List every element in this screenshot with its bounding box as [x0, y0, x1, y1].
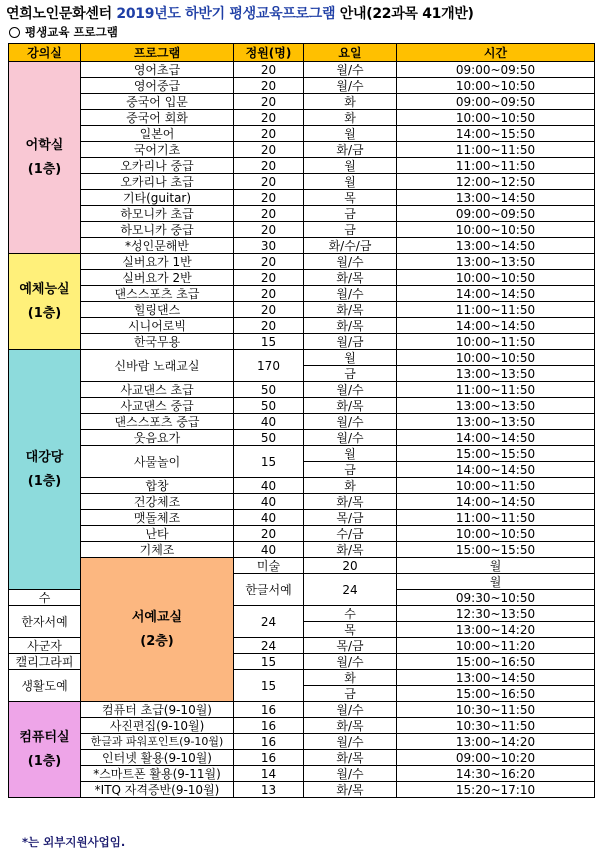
- table-header-row: [9, 44, 595, 62]
- section-heading: [9, 24, 118, 42]
- program-cell: 캘리그라피: [9, 654, 81, 670]
- program-cell: 한글서예: [234, 574, 304, 606]
- day-cell: 목/금: [304, 638, 397, 654]
- capacity-cell: 20: [234, 302, 304, 318]
- day-cell: 월/수: [304, 78, 397, 94]
- header-room: 강의실: [9, 44, 81, 62]
- program-cell: 영어초급: [81, 62, 234, 78]
- table-row: [9, 126, 595, 142]
- header-capacity: 정원(명): [234, 44, 304, 62]
- day-cell: 월: [397, 574, 595, 590]
- table-row: [9, 270, 595, 286]
- program-cell: 난타: [81, 526, 234, 542]
- time-cell: 12:00~12:50: [397, 174, 595, 190]
- table-row: [9, 398, 595, 414]
- table-row: [9, 158, 595, 174]
- program-cell: 웃음요가: [81, 430, 234, 446]
- table-row: [9, 542, 595, 558]
- program-cell: 신바람 노래교실: [81, 350, 234, 382]
- capacity-cell: 20: [234, 190, 304, 206]
- day-cell: 월: [304, 446, 397, 462]
- day-cell: 목: [304, 622, 397, 638]
- day-cell: 금: [304, 462, 397, 478]
- time-cell: 09:00~09:50: [397, 94, 595, 110]
- program-cell: 사진편집(9-10월): [81, 718, 234, 734]
- day-cell: 월/수: [304, 286, 397, 302]
- header-time: 시간: [397, 44, 595, 62]
- table-row: [9, 382, 595, 398]
- day-cell: 목/금: [304, 510, 397, 526]
- table-row: [9, 734, 595, 750]
- capacity-cell: 40: [234, 542, 304, 558]
- capacity-cell: 40: [234, 494, 304, 510]
- day-cell: 화/목: [304, 718, 397, 734]
- day-cell: 월: [304, 174, 397, 190]
- day-cell: 월/수: [304, 702, 397, 718]
- day-cell: 월/수: [304, 654, 397, 670]
- title-summary: 안내(22과목 41개반): [339, 6, 474, 22]
- capacity-cell: 50: [234, 430, 304, 446]
- time-cell: 15:00~15:50: [397, 446, 595, 462]
- day-cell: 화/목: [304, 542, 397, 558]
- capacity-cell: 16: [234, 718, 304, 734]
- room-name: 대강당: [25, 450, 64, 465]
- table-row: [9, 286, 595, 302]
- time-cell: 14:00~14:50: [397, 430, 595, 446]
- time-cell: 10:00~11:20: [397, 638, 595, 654]
- table-row: [9, 414, 595, 430]
- program-cell: 기타(guitar): [81, 190, 234, 206]
- time-cell: 10:30~11:50: [397, 702, 595, 718]
- time-cell: 13:00~13:50: [397, 366, 595, 382]
- capacity-cell: 24: [234, 638, 304, 654]
- capacity-cell: 20: [234, 94, 304, 110]
- footnote: *는 외부지원사업임.: [22, 835, 126, 849]
- table-row: [9, 782, 595, 798]
- time-cell: 12:30~13:50: [397, 606, 595, 622]
- day-cell: 월/수: [304, 430, 397, 446]
- program-cell: 댄스스포츠 중급: [81, 414, 234, 430]
- program-cell: 합창: [81, 478, 234, 494]
- day-cell: 월: [304, 126, 397, 142]
- capacity-cell: 20: [234, 78, 304, 94]
- table-row: [9, 206, 595, 222]
- time-cell: 13:00~14:50: [397, 190, 595, 206]
- room-name: 어학실: [25, 138, 64, 153]
- capacity-cell: 15: [234, 670, 304, 702]
- time-cell: 13:00~14:20: [397, 734, 595, 750]
- capacity-cell: 20: [234, 270, 304, 286]
- day-cell: 월/수: [304, 254, 397, 270]
- capacity-cell: 15: [234, 334, 304, 350]
- time-cell: 15:00~16:50: [397, 686, 595, 702]
- capacity-cell: 20: [234, 318, 304, 334]
- capacity-cell: 30: [234, 238, 304, 254]
- day-cell: 수: [9, 590, 81, 606]
- program-cell: 하모니카 초급: [81, 206, 234, 222]
- room-cell-arts: [9, 254, 81, 350]
- time-cell: 10:00~10:50: [397, 222, 595, 238]
- program-cell: 중국어 입문: [81, 94, 234, 110]
- day-cell: 금: [304, 686, 397, 702]
- time-cell: 10:00~10:50: [397, 270, 595, 286]
- capacity-cell: 20: [234, 110, 304, 126]
- time-cell: 10:00~10:50: [397, 110, 595, 126]
- capacity-cell: 20: [234, 222, 304, 238]
- capacity-cell: 20: [234, 206, 304, 222]
- day-cell: 월/수: [304, 734, 397, 750]
- capacity-cell: 20: [234, 526, 304, 542]
- day-cell: 화/금: [304, 142, 397, 158]
- day-cell: 월: [304, 158, 397, 174]
- room-floor: (1층): [27, 473, 62, 489]
- table-row: [9, 430, 595, 446]
- time-cell: 14:00~14:50: [397, 494, 595, 510]
- time-cell: 11:00~11:50: [397, 158, 595, 174]
- day-cell: 화/목: [304, 782, 397, 798]
- program-cell: 댄스스포츠 초급: [81, 286, 234, 302]
- table-row: [9, 478, 595, 494]
- room-floor: (1층): [27, 753, 62, 769]
- time-cell: 10:00~11:50: [397, 334, 595, 350]
- program-cell: 사물놀이: [81, 446, 234, 478]
- program-cell: 일본어: [81, 126, 234, 142]
- capacity-cell: 20: [234, 174, 304, 190]
- program-cell: 시니어로빅: [81, 318, 234, 334]
- capacity-cell: 16: [234, 750, 304, 766]
- time-cell: 11:00~11:50: [397, 302, 595, 318]
- time-cell: 13:00~13:50: [397, 254, 595, 270]
- program-cell: 미술: [234, 558, 304, 574]
- program-cell: 영어중급: [81, 78, 234, 94]
- program-cell: 실버요가 1반: [81, 254, 234, 270]
- day-cell: 화/목: [304, 750, 397, 766]
- title-program-name: 2019년도 하반기 평생교육프로그램: [116, 6, 336, 22]
- title-center-name: 연희노인문화센터: [6, 6, 112, 22]
- time-cell: 15:20~17:10: [397, 782, 595, 798]
- program-cell: 인터넷 활용(9-10월): [81, 750, 234, 766]
- program-cell: *성인문해반: [81, 238, 234, 254]
- time-cell: 13:00~14:50: [397, 670, 595, 686]
- day-cell: 월/수: [304, 766, 397, 782]
- time-cell: 10:30~11:50: [397, 718, 595, 734]
- day-cell: 월/금: [304, 334, 397, 350]
- table-row: [9, 318, 595, 334]
- room-name: 예체능실: [19, 282, 70, 297]
- program-cell: *ITQ 자격증반(9-10월): [81, 782, 234, 798]
- capacity-cell: 20: [234, 142, 304, 158]
- table-row: [9, 190, 595, 206]
- program-cell: 사군자: [9, 638, 81, 654]
- table-row: [9, 174, 595, 190]
- day-cell: 화: [304, 94, 397, 110]
- table-row: [9, 446, 595, 462]
- time-cell: 15:00~16:50: [397, 654, 595, 670]
- day-cell: 화/수/금: [304, 238, 397, 254]
- room-floor: (2층): [140, 633, 174, 649]
- day-cell: 금: [304, 222, 397, 238]
- program-cell: *스마트폰 활용(9-11월): [81, 766, 234, 782]
- day-cell: 화/목: [304, 302, 397, 318]
- time-cell: 10:00~11:50: [397, 478, 595, 494]
- capacity-cell: 15: [234, 446, 304, 478]
- day-cell: 월/수: [304, 382, 397, 398]
- program-cell: 컴퓨터 초급(9-10월): [81, 702, 234, 718]
- time-cell: 14:30~16:20: [397, 766, 595, 782]
- capacity-cell: 20: [234, 286, 304, 302]
- capacity-cell: 20: [234, 158, 304, 174]
- capacity-cell: 24: [234, 606, 304, 638]
- table-row: [9, 254, 595, 270]
- program-cell: 국어기초: [81, 142, 234, 158]
- room-name: 컴퓨터실: [19, 730, 70, 745]
- room-cell-language: [9, 62, 81, 254]
- capacity-cell: 40: [234, 478, 304, 494]
- header-day: 요일: [304, 44, 397, 62]
- time-cell: 10:00~10:50: [397, 78, 595, 94]
- table-row: [9, 510, 595, 526]
- room-cell-hall: [9, 350, 81, 590]
- time-cell: 14:00~14:50: [397, 286, 595, 302]
- capacity-cell: 14: [234, 766, 304, 782]
- capacity-cell: 20: [234, 62, 304, 78]
- program-cell: 한국무용: [81, 334, 234, 350]
- day-cell: 화/목: [304, 318, 397, 334]
- capacity-cell: 50: [234, 382, 304, 398]
- program-cell: 오카리나 초급: [81, 174, 234, 190]
- day-cell: 수: [304, 606, 397, 622]
- room-floor: (1층): [27, 161, 62, 177]
- program-cell: 오카리나 중급: [81, 158, 234, 174]
- time-cell: 10:00~10:50: [397, 350, 595, 366]
- capacity-cell: 20: [304, 558, 397, 574]
- time-cell: 11:00~11:50: [397, 510, 595, 526]
- table-row: [9, 350, 595, 366]
- capacity-cell: 24: [304, 574, 397, 606]
- table-row: [9, 238, 595, 254]
- time-cell: 11:00~11:50: [397, 382, 595, 398]
- room-cell-computer: [9, 702, 81, 798]
- header-program: 프로그램: [81, 44, 234, 62]
- day-cell: 화/목: [304, 270, 397, 286]
- time-cell: 11:00~11:50: [397, 142, 595, 158]
- program-cell: 기체조: [81, 542, 234, 558]
- table-row: [9, 702, 595, 718]
- program-cell: 생활도예: [9, 670, 81, 702]
- capacity-cell: 50: [234, 398, 304, 414]
- table-row: [9, 142, 595, 158]
- table-row: [9, 558, 595, 574]
- time-cell: 10:00~10:50: [397, 526, 595, 542]
- capacity-cell: 16: [234, 702, 304, 718]
- section-heading-text: 평생교육 프로그램: [25, 25, 118, 39]
- time-cell: 09:00~10:20: [397, 750, 595, 766]
- time-cell: 09:30~10:50: [397, 590, 595, 606]
- program-cell: 중국어 회화: [81, 110, 234, 126]
- time-cell: 14:00~14:50: [397, 318, 595, 334]
- time-cell: 14:00~14:50: [397, 462, 595, 478]
- day-cell: 월/수: [304, 62, 397, 78]
- program-cell: 사교댄스 중급: [81, 398, 234, 414]
- day-cell: 월: [397, 558, 595, 574]
- capacity-cell: 16: [234, 734, 304, 750]
- table-row: [9, 766, 595, 782]
- room-floor: (1층): [27, 305, 62, 321]
- table-row: [9, 78, 595, 94]
- day-cell: 금: [304, 366, 397, 382]
- program-cell: 한글과 파워포인트(9-10월): [81, 734, 234, 750]
- program-cell: 맷돌체조: [81, 510, 234, 526]
- table-row: [9, 526, 595, 542]
- time-cell: 13:00~14:50: [397, 238, 595, 254]
- day-cell: 화/목: [304, 398, 397, 414]
- room-name: 서예교실: [131, 610, 183, 625]
- program-cell: 실버요가 2반: [81, 270, 234, 286]
- table-row: [9, 110, 595, 126]
- document-title: [6, 3, 596, 23]
- time-cell: 09:00~09:50: [397, 206, 595, 222]
- table-row: [9, 718, 595, 734]
- day-cell: 화: [304, 478, 397, 494]
- program-cell: 한자서예: [9, 606, 81, 638]
- room-cell-calligraphy: [81, 558, 234, 702]
- capacity-cell: 40: [234, 414, 304, 430]
- day-cell: 화: [304, 670, 397, 686]
- capacity-cell: 20: [234, 126, 304, 142]
- capacity-cell: 40: [234, 510, 304, 526]
- day-cell: 화: [304, 110, 397, 126]
- table-row: [9, 494, 595, 510]
- day-cell: 목: [304, 190, 397, 206]
- capacity-cell: 13: [234, 782, 304, 798]
- capacity-cell: 15: [234, 654, 304, 670]
- time-cell: 13:00~13:50: [397, 398, 595, 414]
- circle-bullet-icon: [9, 27, 20, 38]
- table-row: [9, 222, 595, 238]
- time-cell: 13:00~14:20: [397, 622, 595, 638]
- program-cell: 사교댄스 초급: [81, 382, 234, 398]
- day-cell: 금: [304, 206, 397, 222]
- time-cell: 15:00~15:50: [397, 542, 595, 558]
- capacity-cell: 20: [234, 254, 304, 270]
- time-cell: 09:00~09:50: [397, 62, 595, 78]
- table-row: [9, 302, 595, 318]
- day-cell: 월: [304, 350, 397, 366]
- program-cell: 하모니카 중급: [81, 222, 234, 238]
- capacity-cell: 170: [234, 350, 304, 382]
- day-cell: 월/수: [304, 414, 397, 430]
- schedule-table: [8, 43, 595, 798]
- table-row: [9, 94, 595, 110]
- program-cell: 건강체조: [81, 494, 234, 510]
- table-row: [9, 62, 595, 78]
- day-cell: 화/목: [304, 494, 397, 510]
- table-row: [9, 334, 595, 350]
- time-cell: 13:00~13:50: [397, 414, 595, 430]
- table-row: [9, 750, 595, 766]
- day-cell: 수/금: [304, 526, 397, 542]
- program-cell: 힐링댄스: [81, 302, 234, 318]
- time-cell: 14:00~15:50: [397, 126, 595, 142]
